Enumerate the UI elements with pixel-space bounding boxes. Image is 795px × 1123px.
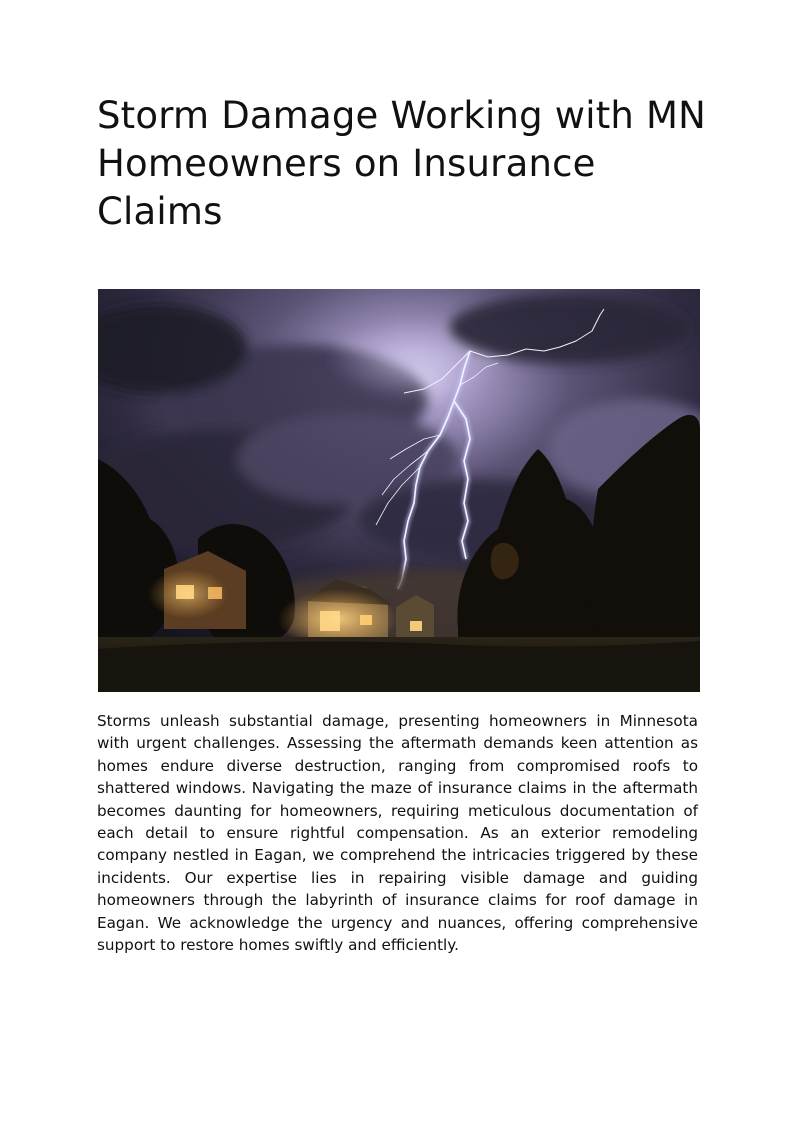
storm-lightning-photo [98, 289, 700, 692]
page-title: Storm Damage Working with MN Homeowners on Insurance Claims [97, 94, 707, 233]
article-body: Storms unleash substantial damage, presenting homeowners in Minnesota with urgent challenges. Assessing the aftermath demands keen attention as homes endure diverse destruction, ranging from compromised roofs to shattered windows. Navigating the maze of insurance claims in the aftermath becomes daunting for homeowners, requiring meticulous documentation of each detail to ensure rightful compensation. As an exterior remodeling company nestled in Eagan, we comprehend the intricacies triggered by these incidents. Our expertise lies in repairing visible damage and guiding homeowners through the labyrinth of insurance claims for roof damage in Eagan. We acknowledge the urgency and nuances, offering comprehensive support to restore homes swiftly and efficiently. [97, 712, 698, 955]
